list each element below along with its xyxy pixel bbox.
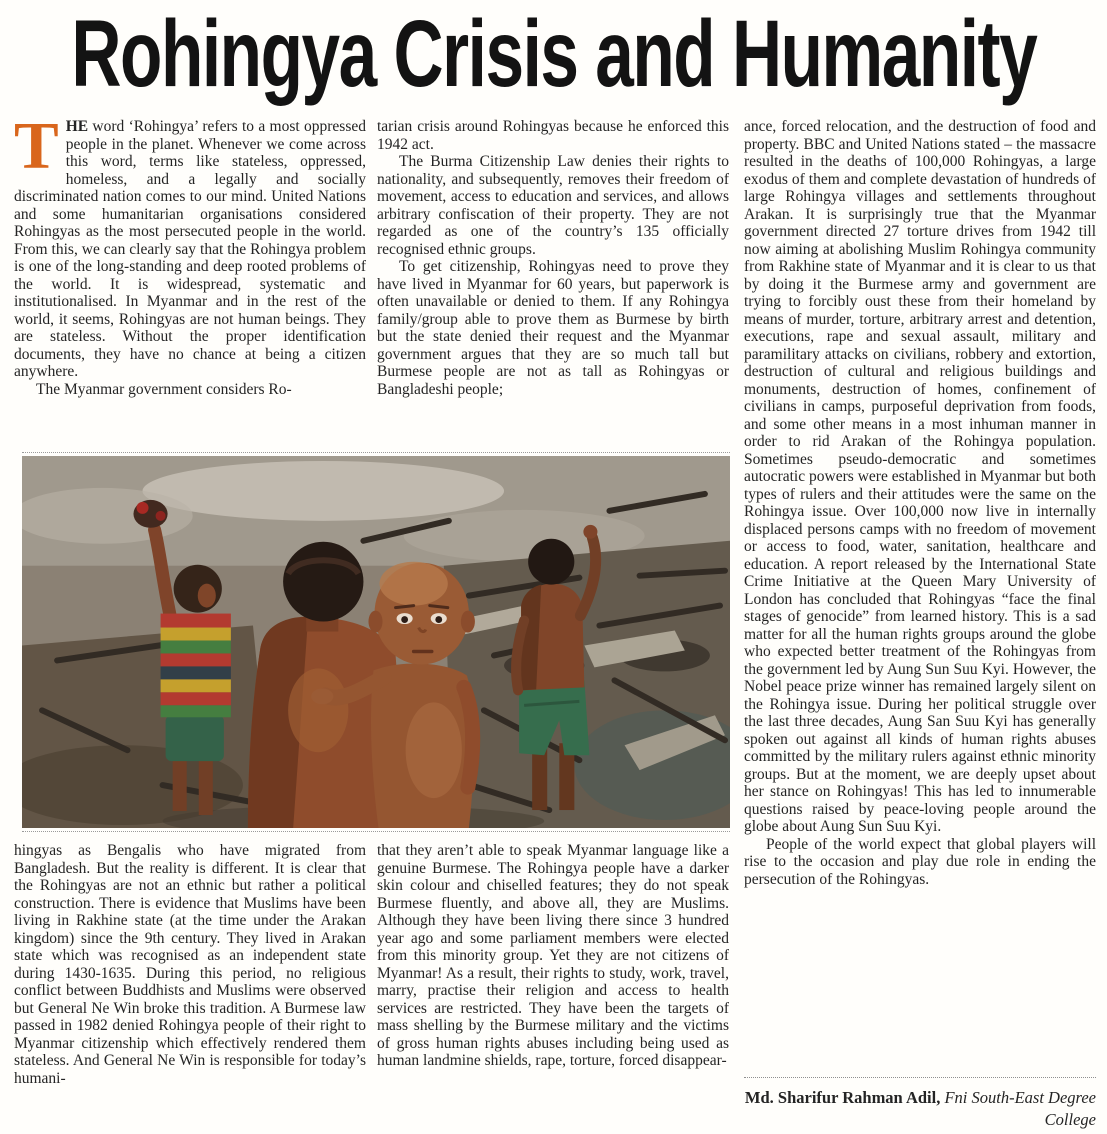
paragraph: that they aren’t able to speak Myanmar language like a genuine Burmese. The Rohingya people have a darker skin colour and chiselled features; they do not speak Burmese fluently, and above all, they are Muslims. Although they have been living there since 3 hundred year ago and some parliament members were elected from this minority group. Yet they are not citizens of Myanmar! As a result, their rights to study, work, travel, marry, practise their religion and access to health services are restricted. They have been the targets of mass shelling by the Burmese military and the victims of gross human rights abuses including being used as human landmine shields, rape, torture, forced disappear- (377, 842, 729, 1069)
byline-block (744, 1069, 1096, 1130)
headline-container (0, 1, 1107, 107)
byline-affiliation: Fni South-East Degree College (944, 1088, 1096, 1129)
column-2-bottom (377, 842, 729, 1132)
paragraph: ance, forced relocation, and the destruction of food and property. BBC and United Nations stated – the massacre resulted in the deaths of 100,000 Rohingyas, a large exodus of them and complete devastation of hundreds of large Rohingya villages and settlements throughout Arakan. It is surprisingly true that the Myanmar government directed 27 torture drives from 1942 till now aiming at abolishing Muslim Rohingya community from Rakhine state of Myanmar and it is clear to us that by doing it the Burmese army and government are trying to forcibly oust these from their homeland by means of murder, torture, arbitrary arrest and detention, executions, rape and sexual assault, military and paramilitary attacks on civilians, robbery and extortion, destruction of cultural and religious buildings and monuments, destruction of homes, confinement of civilians in camps, purposeful deprivation from foods, and some other means in a most inhuman manner in order to rid Arakan of the Rohingya population. Sometimes pseudo-democratic and sometimes autocratic powers were established in Myanmar but both types of rulers and their attitudes were the same on the Rohingya issue. Over 100,000 now live in internally displaced persons camps with no freedom of movement or access to food, water, sanitation, healthcare and education. A report released by the International State Crime Initiative at the Queen Mary University of London has concluded that Rohingyas “face the final stages of genocide” from learned history. This is a sad matter for all the human rights groups around the globe who expected better treatment of the Rohingyas from the government led by Aung Sun Suu Kyi. However, the Nobel peace prize winner has remained largely silent on the Rohingya issue. During her political struggle over the last three decades, Aung San Suu Kyi has generally spoken out against all kinds of human rights abuses committed by the military rulers against ethnic minority groups. But at the moment, we are deeply upset about her stance on Rohingyas! This has led to innumerable questions raised by peace-loving people around the globe about Aung Sun Suu Kyi. (744, 118, 1096, 835)
byline (744, 1087, 1096, 1130)
lead-bold-text: HE (65, 118, 89, 135)
drop-cap: T (14, 118, 59, 183)
lead-body-text: word ‘Rohingya’ refers to a most oppressed people in the planet. Whenever we come across this word, terms like stateless, oppressed, homeless, and a legally and socially discriminated nation comes to our mind. United Nations and some humanitarian organisations considered Rohingyas as the most persecuted people in the world. From this, we can clearly say that the Rohingya problem is one of the long-standing and deep rooted problems of the world. It is widespread, systematic and institutionalised. In Myanmar and in the rest of the world, it seems, Rohingyas are not human beings. They are stateless. Without the proper identification documents, they have no chance at being a citizen anywhere. (14, 118, 366, 380)
paragraph: To get citizenship, Rohingyas need to prove they have lived in Myanmar for 60 years, but paperwork is often unavailable or denied to them. If any Rohingya family/group able to prove them as Burmese by birth but the state denied their request and the Myanmar government argues that they are so much tall but Burmese people are not as tall as Rohingyas or Bangladeshi people; (377, 258, 729, 398)
byline-author: Md. Sharifur Rahman Adil, (744, 1088, 941, 1108)
column-3-text (744, 118, 1096, 1069)
photo-illustration (22, 456, 730, 828)
column-1-top (14, 118, 366, 452)
paragraph: The Myanmar government considers Ro- (36, 380, 292, 398)
paragraph: People of the world expect that global players will rise to the occasion and play due role in ending the persecution of the Rohingyas. (744, 835, 1096, 888)
byline-divider (744, 1077, 1096, 1078)
column-1-bottom (14, 842, 366, 1132)
paragraph: tarian crisis around Rohingyas because he enforced this 1942 act. (377, 118, 729, 153)
lead-paragraph (14, 118, 366, 381)
article-headline: Rohingya Crisis and Humanity (71, 1, 1036, 107)
column-2-top (377, 118, 729, 452)
paragraph: hingyas as Bengalis who have migrated from Bangladesh. But the reality is different. It is clear that the Rohingyas are not an ethnic but rather a political construction. There is evidence that Muslims have been living in Rakhine state (at the time under the Arakan kingdom) since the 9th century. They lived in Arakan state which was recognised as an independent state during 1430-1635. During this period, no religious conflict between Buddhists and Muslims were observed but General Ne Win broke this tradition. A Burmese law passed in 1982 denied Rohingya people of their right to Myanmar citizenship which effectively rendered them stateless. And General Ne Win is responsible for today’s humani- (14, 842, 366, 1087)
column-3 (744, 118, 1096, 1130)
photo-tone-overlay (22, 456, 730, 828)
paragraph: The Burma Citizenship Law denies their rights to nationality, and subsequently, removes their freedom of movement, access to education and services, and allows arbitrary confiscation of their property. They are not regarded as one of the country’s 135 officially recognised ethnic groups. (377, 153, 729, 258)
article-photo (22, 452, 730, 832)
